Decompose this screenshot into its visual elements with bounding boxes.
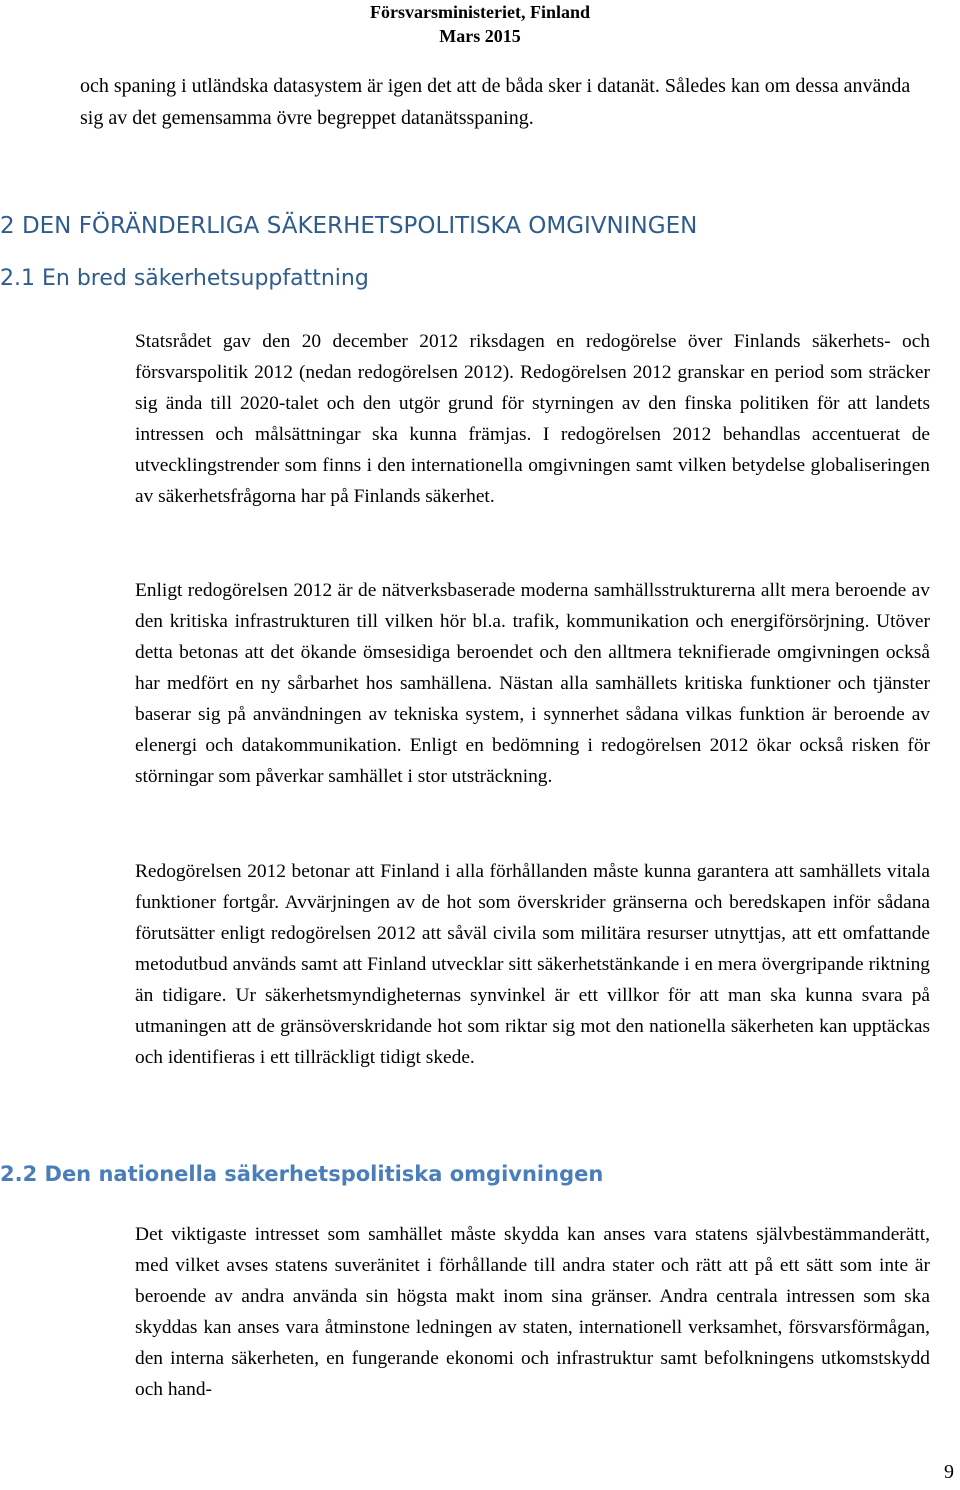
paragraph-2: Enligt redogörelsen 2012 är de nätverksbaserade moderna samhällsstrukturerna allt mera beroende av den kritiska infrastrukturen till vilken hör bl.a. trafik, kommunikation och energiförsörjning. Utöver detta betonas att det ökande ömsesidiga beroendet och den alltmera teknifierade omgivningen också har medfört en ny sårbarhet hos samhällena. Nästan alla samhällets kritiska funktioner och tjänster baserar sig på användningen av tekniska system, i synnerhet sådana vilkas funktion är beroende av elenergi och datakommunikation. Enligt en bedömning i redogörelsen 2012 ökar också risken för störningar som påverkar samhället i stor utsträckning.	[135, 580, 930, 787]
header-organization: Försvarsministeriet, Finland	[370, 2, 590, 22]
paragraph-4: Det viktigaste intresset som samhället måste skydda kan anses vara statens självbestämmanderätt, med vilket avses statens suveränitet i förhållande till andra stater och rätt att på ett sätt som inte är beroende av andra använda sin högsta makt inom sina gränser. Andra centrala intressen som ska skyddas kan anses vara åtminstone ledningen av staten, internationell verksamhet, försvarsförmågan, den interna säkerheten, en fungerande ekonomi och infrastruktur samt befolkningens utkomstskydd och hand-	[135, 1224, 930, 1400]
paragraph-3: Redogörelsen 2012 betonar att Finland i alla förhållanden måste kunna garantera att samhällets vitala funktioner fortgår. Avvärjningen av de hot som överskrider gränserna och beredskapen inför sådana förutsätter enligt redogörelsen 2012 att såväl civila som militära resurser utnyttjas, att ett omfattande metodutbud används samt att Finland utvecklar sitt säkerhetstänkande i en mera övergripande riktning än tidigare. Ur säkerhetsmyndigheternas synvinkel är ett villkor för att man ska kunna svara på utmaningen att de gränsöverskridande hot som riktar sig mot den nationella säkerheten kan upptäckas och identifieras i ett tillräckligt tidigt skede.	[135, 861, 930, 1068]
chapter-heading: 2 DEN FÖRÄNDERLIGA SÄKERHETSPOLITISKA OMGIVNINGEN	[0, 213, 698, 239]
intro-paragraph: och spaning i utländska datasystem är igen det att de båda sker i datanät. Således kan om dessa använda sig av det gemensamma övre begreppet datanätsspaning.	[80, 75, 911, 129]
paragraph-1: Statsrådet gav den 20 december 2012 riksdagen en redogörelse över Finlands säkerhets- och försvarspolitik 2012 (nedan redogörelsen 2012). Redogörelsen 2012 granskar en period som sträcker sig ända till 2020-talet och den utgör grund för styrningen av den finska politiken för att landets intressen och målsättningar ska kunna främjas. I redogörelsen 2012 behandlas accentuerat de utvecklingstrender som finns i den internationella omgivningen samt vilken betydelse globaliseringen av säkerhetsfrågorna har på Finlands säkerhet.	[135, 331, 930, 507]
page-number: 9	[944, 1461, 954, 1483]
header-date: Mars 2015	[439, 26, 521, 46]
section-heading-2-1: 2.1 En bred säkerhetsuppfattning	[0, 266, 369, 291]
section-heading-2-2: 2.2 Den nationella säkerhetspolitiska omgivningen	[0, 1162, 604, 1186]
page-header	[0, 0, 960, 48]
